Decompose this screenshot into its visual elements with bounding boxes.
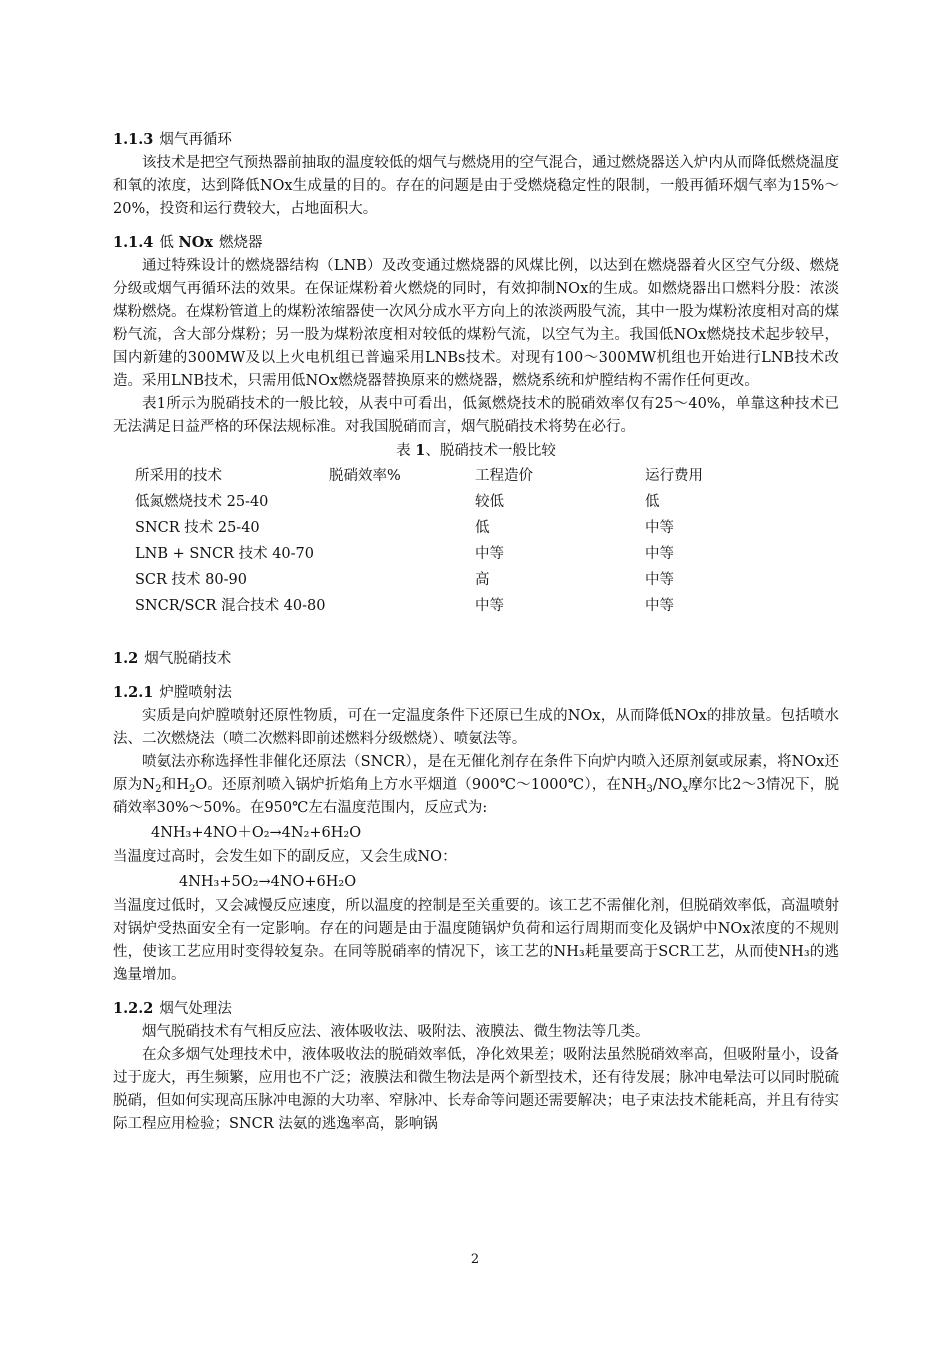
section-heading	[113, 997, 839, 1021]
table-cell: SCR 技术 80-90	[135, 571, 247, 588]
table-cell	[329, 489, 475, 515]
section-heading	[113, 128, 839, 152]
section-1-1-3	[113, 128, 839, 221]
table-cell: 低	[645, 493, 660, 510]
caption-number: 1	[415, 442, 426, 459]
section-1-2	[113, 647, 839, 671]
table-cell: SNCR 技术 25-40	[135, 519, 260, 536]
header-cell: 工程造价	[475, 467, 533, 484]
table-cell: 低氮燃烧技术 25-40	[135, 493, 269, 510]
table-cell: 中等	[475, 545, 504, 562]
section-number: 1.1.3	[113, 131, 154, 148]
subscript: x	[682, 784, 688, 795]
table-cell	[329, 515, 475, 541]
section-1-1-4	[113, 231, 839, 619]
section-title: 烟气脱硝技术	[144, 651, 232, 667]
table-cell: 高	[475, 571, 490, 588]
section-number: 1.2.2	[113, 1000, 154, 1017]
table-cell: 中等	[645, 571, 674, 588]
header-cell: 运行费用	[645, 467, 703, 484]
section-1-2-2	[113, 997, 839, 1136]
subscript: 3	[646, 784, 653, 795]
table-cell: 中等	[645, 597, 674, 614]
subscript: 2	[188, 784, 196, 795]
table-cell	[329, 593, 475, 619]
subscript: 2	[155, 784, 162, 795]
section-heading	[113, 231, 839, 255]
text-run: /NO	[652, 777, 683, 793]
paragraph: 在众多烟气处理技术中，液体吸收法的脱硝效率低，净化效果差；吸附法虽然脱硝效率高，但吸附量小，设备过于庞大，再生频繁，应用也不广泛；液膜法和微生物法是两个新型技术，还有待发展；脉冲电晕法可以同时脱硫脱硝，但如何实现高压脉冲电源的大功率、窄脉冲、长寿命等问题还需要解决；电子束法技术能耗高，并且有待实际工程应用检验；SNCR 法氨的逃逸率高，影响锅	[113, 1047, 839, 1132]
table-row	[135, 567, 765, 593]
text-run: 和H	[161, 777, 189, 793]
table-cell: 较低	[475, 493, 504, 510]
page-number: 2	[470, 1252, 480, 1267]
section-title: 炉膛喷射法	[159, 685, 232, 701]
paragraph: 当温度过高时，会发生如下的副反应，又会生成NO：	[113, 849, 457, 865]
comparison-table	[135, 463, 765, 619]
section-number: 1.2	[113, 650, 139, 667]
paragraph: 烟气脱硝技术有气相反应法、液体吸收法、吸附法、液膜法、微生物法等几类。	[142, 1024, 650, 1040]
table-row	[135, 489, 765, 515]
table-cell: 中等	[645, 545, 674, 562]
section-title: 烟气处理法	[159, 1001, 232, 1017]
section-number: 1.2.1	[113, 684, 154, 701]
header-cell: 脱硝效率%	[329, 467, 401, 484]
section-heading	[113, 681, 839, 705]
section-title-post: 燃烧器	[219, 235, 263, 251]
section-1-2-1	[113, 681, 839, 987]
paragraph: 通过特殊设计的燃烧器结构（LNB）及改变通过燃烧器的风煤比例，以达到在燃烧器着火区空气分级、燃烧分级或烟气再循环法的效果。在保证煤粉着火燃烧的同时，有效抑制NOx的生成。如燃烧器出口燃料分股：浓淡煤粉燃烧。在煤粉管道上的煤粉浓缩器使一次风分成水平方向上的浓淡两股气流，其中一股为煤粉浓度相对高的煤粉气流，含大部分煤粉；另一股为煤粉浓度相对较低的煤粉气流，以空气为主。我国低NOx燃烧技术起步较早，国内新建的300MW及以上火电机组已普遍采用LNBs技术。对现有100～300MW机组也开始进行LNB技术改造。采用LNB技术，只需用低NOx燃烧器替换原来的燃烧器，燃烧系统和炉膛结构不需作任何更改。	[113, 258, 839, 389]
caption-prefix: 表	[396, 443, 411, 459]
reaction-formula: 4NH₃+5O₂→4NO+6H₂O	[179, 874, 357, 890]
section-title: 烟气再循环	[159, 132, 232, 148]
section-title-pre: 低	[159, 235, 174, 251]
table-cell: 中等	[475, 597, 504, 614]
table-row	[135, 515, 765, 541]
section-number: 1.1.4	[113, 234, 154, 251]
paragraph: 实质是向炉膛喷射还原性物质，可在一定温度条件下还原已生成的NOx，从而降低NOx的排放量。包括喷水法、二次燃烧法（喷二次燃料即前述燃料分级燃烧）、喷氨法等。	[113, 708, 839, 747]
paragraph: 当温度过低时，又会减慢反应速度，所以温度的控制是至关重要的。该工艺不需催化剂，但脱硝效率低，高温喷射对锅炉受热面安全有一定影响。存在的问题是由于温度随锅炉负荷和运行周期而变化及锅炉中NOx浓度的不规则性，使该工艺应用时变得较复杂。在同等脱硝率的情况下，该工艺的NH₃耗量要高于SCR工艺，从而使NH₃的逃逸量增加。	[113, 898, 839, 983]
paragraph: 表1所示为脱硝技术的一般比较，从表中可看出，低氮燃烧技术的脱硝效率仅有25～40%，单靠这种技术已无法满足日益严格的环保法规标准。对我国脱硝而言，烟气脱硝技术将势在必行。	[113, 396, 839, 435]
header-cell: 所采用的技术	[135, 467, 222, 484]
section-title-bold: NOx	[178, 234, 214, 251]
reaction-formula: 4NH₃+4NO＋O₂→4N₂+6H₂O	[151, 825, 362, 841]
text-run: O。还原剂喷入锅炉折焰角上方水平烟道（900℃～1000℃），在NH	[195, 777, 647, 793]
paragraph: 该技术是把空气预热器前抽取的温度较低的烟气与燃烧用的空气混合，通过燃烧器送入炉内从而降低燃烧温度和氧的浓度，达到降低NOx生成量的目的。存在的问题是由于受燃烧稳定性的限制，一般再循环烟气率为15%～20%，投资和运行费较大，占地面积大。	[113, 155, 839, 217]
table-cell: 低	[475, 519, 490, 536]
paragraph	[113, 751, 839, 820]
text-run: 摩尔比2～3情况下，脱硝效率30%～50%。在950℃左右温度范围内，反应式为:	[113, 777, 839, 816]
table-cell	[329, 567, 475, 593]
section-heading	[113, 647, 839, 671]
table-row	[135, 541, 765, 567]
table-caption	[113, 439, 839, 463]
caption-text: 、脱硝技术一般比较	[425, 443, 556, 459]
table-cell: SNCR/SCR 混合技术 40-80	[135, 597, 326, 614]
document-body	[113, 128, 839, 1136]
table-cell: 中等	[645, 519, 674, 536]
table-cell: LNB + SNCR 技术 40-70	[135, 545, 314, 562]
text-run: 喷氨法亦称选择性非催化还原法（SNCR），是在无催化剂存在条件下向炉内喷入还原剂氨或尿素，将NOx还原为N	[113, 754, 839, 793]
table-header-row	[135, 463, 765, 489]
table-row	[135, 593, 765, 619]
table-cell	[329, 541, 475, 567]
